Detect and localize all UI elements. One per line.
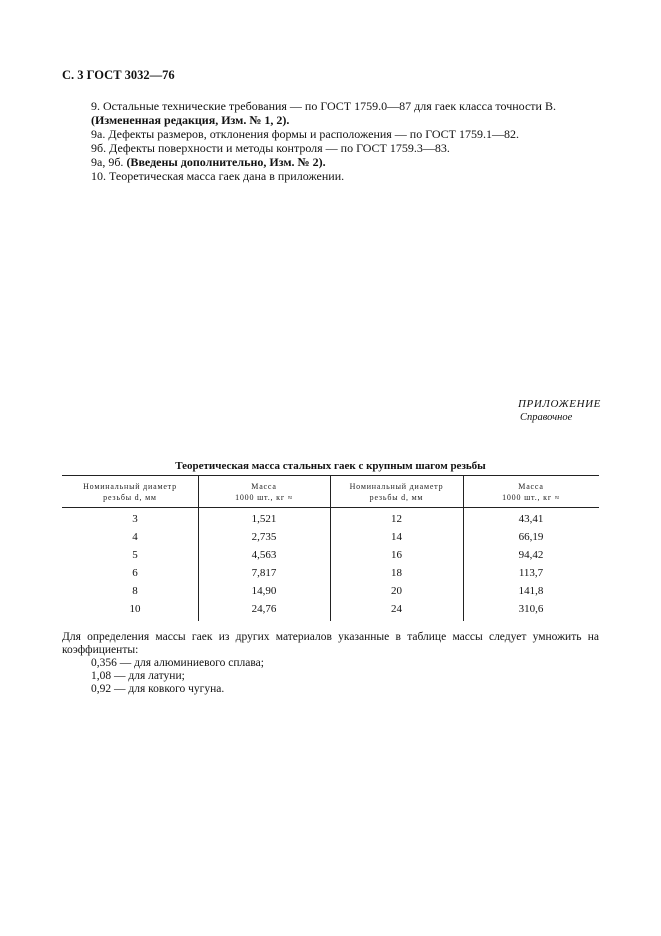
table-caption: Теоретическая масса стальных гаек с крупным шагом резьбы — [175, 460, 486, 472]
page-header: С. 3 ГОСТ 3032—76 — [62, 68, 175, 82]
table-cell: 4,563 — [251, 549, 277, 561]
table-cell: 2,735 — [251, 531, 277, 543]
table-row — [0, 603, 661, 621]
table-header-mass — [198, 481, 330, 503]
table-cell: 16 — [391, 549, 402, 561]
table-header-line: Номинальный диаметр — [83, 482, 177, 491]
table-cell: 43,41 — [518, 513, 544, 525]
paragraph-9a — [91, 127, 519, 141]
paragraph-9a-9b-label: 9а, 9б. — [91, 155, 127, 169]
table-header-line: 1000 шт., кг ≈ — [502, 493, 560, 502]
table-header-line: резьбы d, мм — [103, 493, 157, 502]
table-cell: 1,521 — [251, 513, 277, 525]
paragraph-9-amendment — [91, 113, 289, 127]
table-row — [0, 513, 661, 531]
table-row — [0, 549, 661, 567]
table-cell: 8 — [132, 585, 138, 597]
note-intro-line1: Для определения массы гаек из других материалов указанные в таблице массы следует умножить на — [62, 631, 599, 643]
table-cell: 7,817 — [251, 567, 277, 579]
table-cell: 4 — [132, 531, 138, 543]
paragraph-9b-text: 9б. Дефекты поверхности и методы контроля — по ГОСТ 1759.3—83. — [91, 141, 450, 155]
table-header-diameter — [62, 481, 198, 503]
paragraph-10-text: 10. Теоретическая масса гаек дана в приложении. — [91, 169, 345, 183]
table-cell: 20 — [391, 585, 402, 597]
table-row — [0, 567, 661, 585]
table-cell: 113,7 — [518, 567, 544, 579]
table-cell: 10 — [129, 603, 141, 615]
paragraph-9a-9b-amendment — [91, 155, 326, 169]
table-header-diameter — [330, 481, 463, 503]
note-coefficient-item: 0,356 — для алюминиевого сплава; — [91, 657, 264, 669]
table-header-line: Масса — [518, 482, 544, 491]
table-header-line: резьбы d, мм — [369, 493, 424, 502]
note-coefficient-item: 1,08 — для латуни; — [91, 670, 185, 682]
table-cell: 14 — [391, 531, 402, 543]
table-header-line: Масса — [251, 482, 277, 491]
table-cell: 141,8 — [518, 585, 544, 597]
table-cell: 5 — [132, 549, 138, 561]
table-header-mass — [463, 481, 599, 503]
paragraph-9-text: 9. Остальные технические требования — по ГОСТ 1759.0—87 для гаек класса точности В. — [91, 99, 556, 113]
table-cell: 6 — [132, 567, 138, 579]
table-cell: 24,76 — [251, 603, 277, 615]
paragraph-9 — [91, 99, 556, 113]
table-cell: 94,42 — [518, 549, 544, 561]
table-header-line: 1000 шт., кг ≈ — [235, 493, 293, 502]
table-cell: 66,19 — [518, 531, 544, 543]
paragraph-10 — [91, 169, 344, 183]
paragraph-9a-text: 9а. Дефекты размеров, отклонения формы и расположения — по ГОСТ 1759.1—82. — [91, 127, 520, 141]
table-row — [0, 585, 661, 603]
note-coefficient-item: 0,92 — для ковкого чугуна. — [91, 683, 225, 695]
table-cell: 310,6 — [518, 603, 544, 615]
table-cell: 3 — [132, 513, 138, 525]
paragraph-9b — [91, 141, 450, 155]
table-header-line: Номинальный диаметр — [349, 482, 444, 491]
paragraph-9a-9b-bold: (Введены дополнительно, Изм. № 2). — [126, 155, 326, 169]
table-cell: 14,90 — [251, 585, 277, 597]
note-intro-line2: коэффициенты: — [62, 644, 139, 656]
appendix-title: ПРИЛОЖЕНИЕ — [518, 398, 601, 410]
table-cell: 12 — [391, 513, 402, 525]
table-cell: 24 — [391, 603, 402, 615]
appendix-subtitle: Справочное — [520, 412, 573, 423]
paragraph-9-amendment-text: (Измененная редакция, Изм. № 1, 2). — [91, 113, 290, 127]
table-row — [0, 531, 661, 549]
table-cell: 18 — [391, 567, 402, 579]
